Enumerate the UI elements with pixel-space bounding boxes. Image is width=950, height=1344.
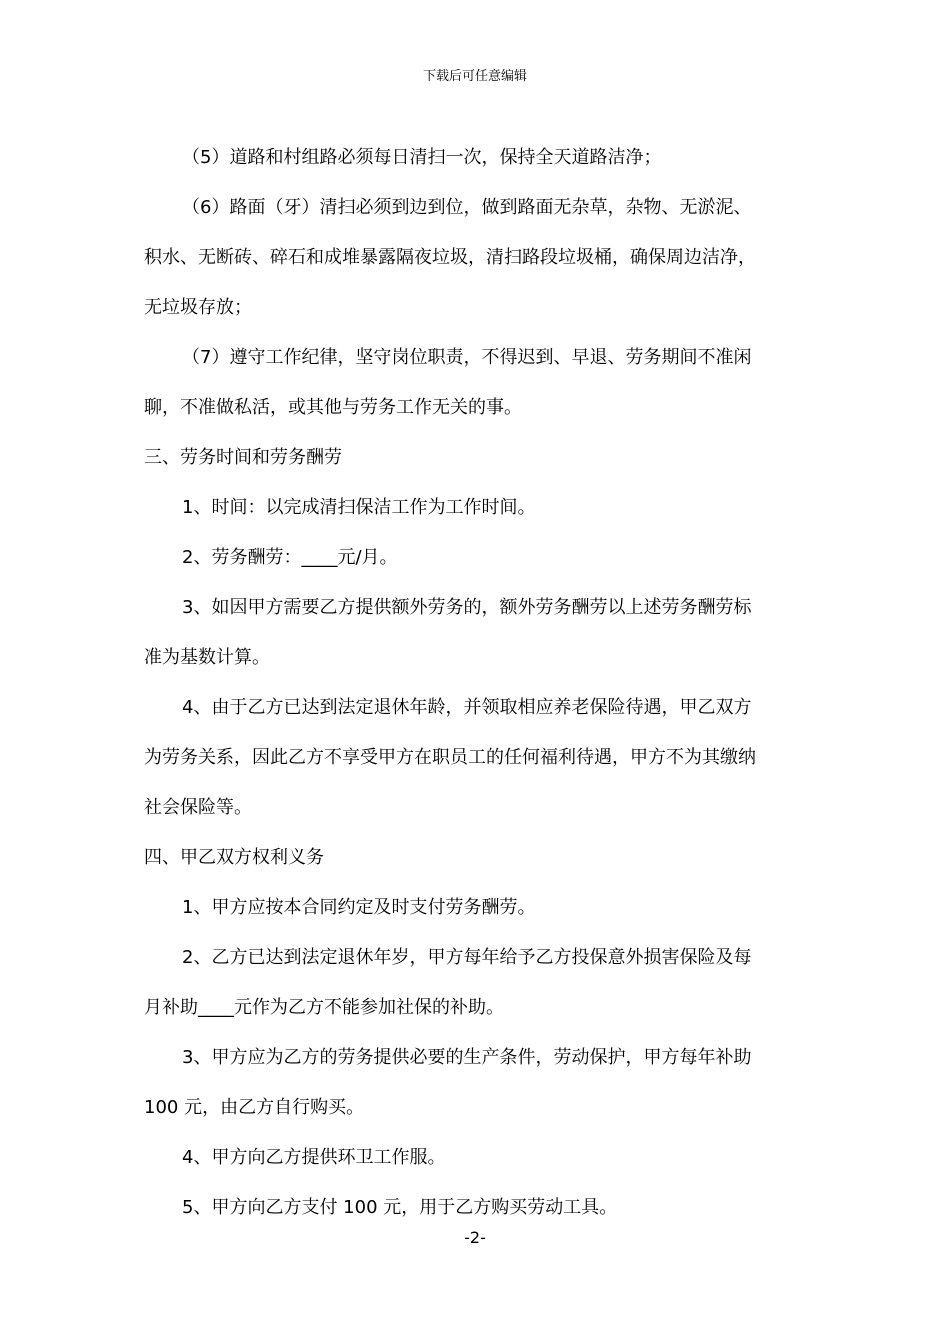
- paragraph-line: 社会保险等。: [144, 797, 252, 818]
- paragraph-line: 4、由于乙方已达到法定退休年龄，并领取相应养老保险待遇，甲乙双方: [182, 697, 752, 718]
- paragraph-line: 为劳务关系，因此乙方不享受甲方在职员工的任何福利待遇，甲方不为其缴纳: [144, 747, 756, 768]
- paragraph-line: 100 元，由乙方自行购买。: [144, 1097, 365, 1118]
- document-body: [144, 133, 808, 1233]
- paragraph-line: （7）遵守工作纪律，坚守岗位职责，不得迟到、早退、劳务期间不准闲: [182, 347, 752, 368]
- paragraph-line: 3、甲方应为乙方的劳务提供必要的生产条件，劳动保护，甲方每年补助: [182, 1047, 752, 1068]
- paragraph-line: 3、如因甲方需要乙方提供额外劳务的，额外劳务酬劳以上述劳务酬劳标: [182, 597, 752, 618]
- paragraph-line: 积水、无断砖、碎石和成堆暴露隔夜垃圾，清扫路段垃圾桶，确保周边洁净，: [144, 247, 756, 268]
- page-header: 下载后可任意编辑: [422, 69, 527, 84]
- paragraph-line: （5）道路和村组路必须每日清扫一次，保持全天道路洁净；: [182, 147, 662, 168]
- page-number: -2-: [464, 1228, 486, 1247]
- paragraph-line: 月补助____元作为乙方不能参加社保的补助。: [144, 997, 504, 1018]
- paragraph-line: 1、甲方应按本合同约定及时支付劳务酬劳。: [182, 897, 536, 918]
- paragraph-line: 1、时间：以完成清扫保洁工作为工作时间。: [182, 497, 536, 518]
- paragraph-line: （6）路面（牙）清扫必须到边到位，做到路面无杂草，杂物、无淤泥、: [182, 197, 752, 218]
- paragraph-line: 2、乙方已达到法定退休年岁，甲方每年给予乙方投保意外损害保险及每: [182, 947, 752, 968]
- paragraph-line: 2、劳务酬劳：____元/月。: [182, 547, 398, 568]
- paragraph-line: 4、甲方向乙方提供环卫工作服。: [182, 1147, 446, 1168]
- section-heading: 三、劳务时间和劳务酬劳: [144, 447, 342, 468]
- paragraph-line: 准为基数计算。: [144, 647, 270, 668]
- paragraph-line: 无垃圾存放；: [144, 297, 252, 318]
- paragraph-line: 5、甲方向乙方支付 100 元，用于乙方购买劳动工具。: [182, 1197, 618, 1218]
- section-heading: 四、甲乙双方权利义务: [144, 847, 324, 868]
- paragraph-line: 聊，不准做私活，或其他与劳务工作无关的事。: [144, 397, 522, 418]
